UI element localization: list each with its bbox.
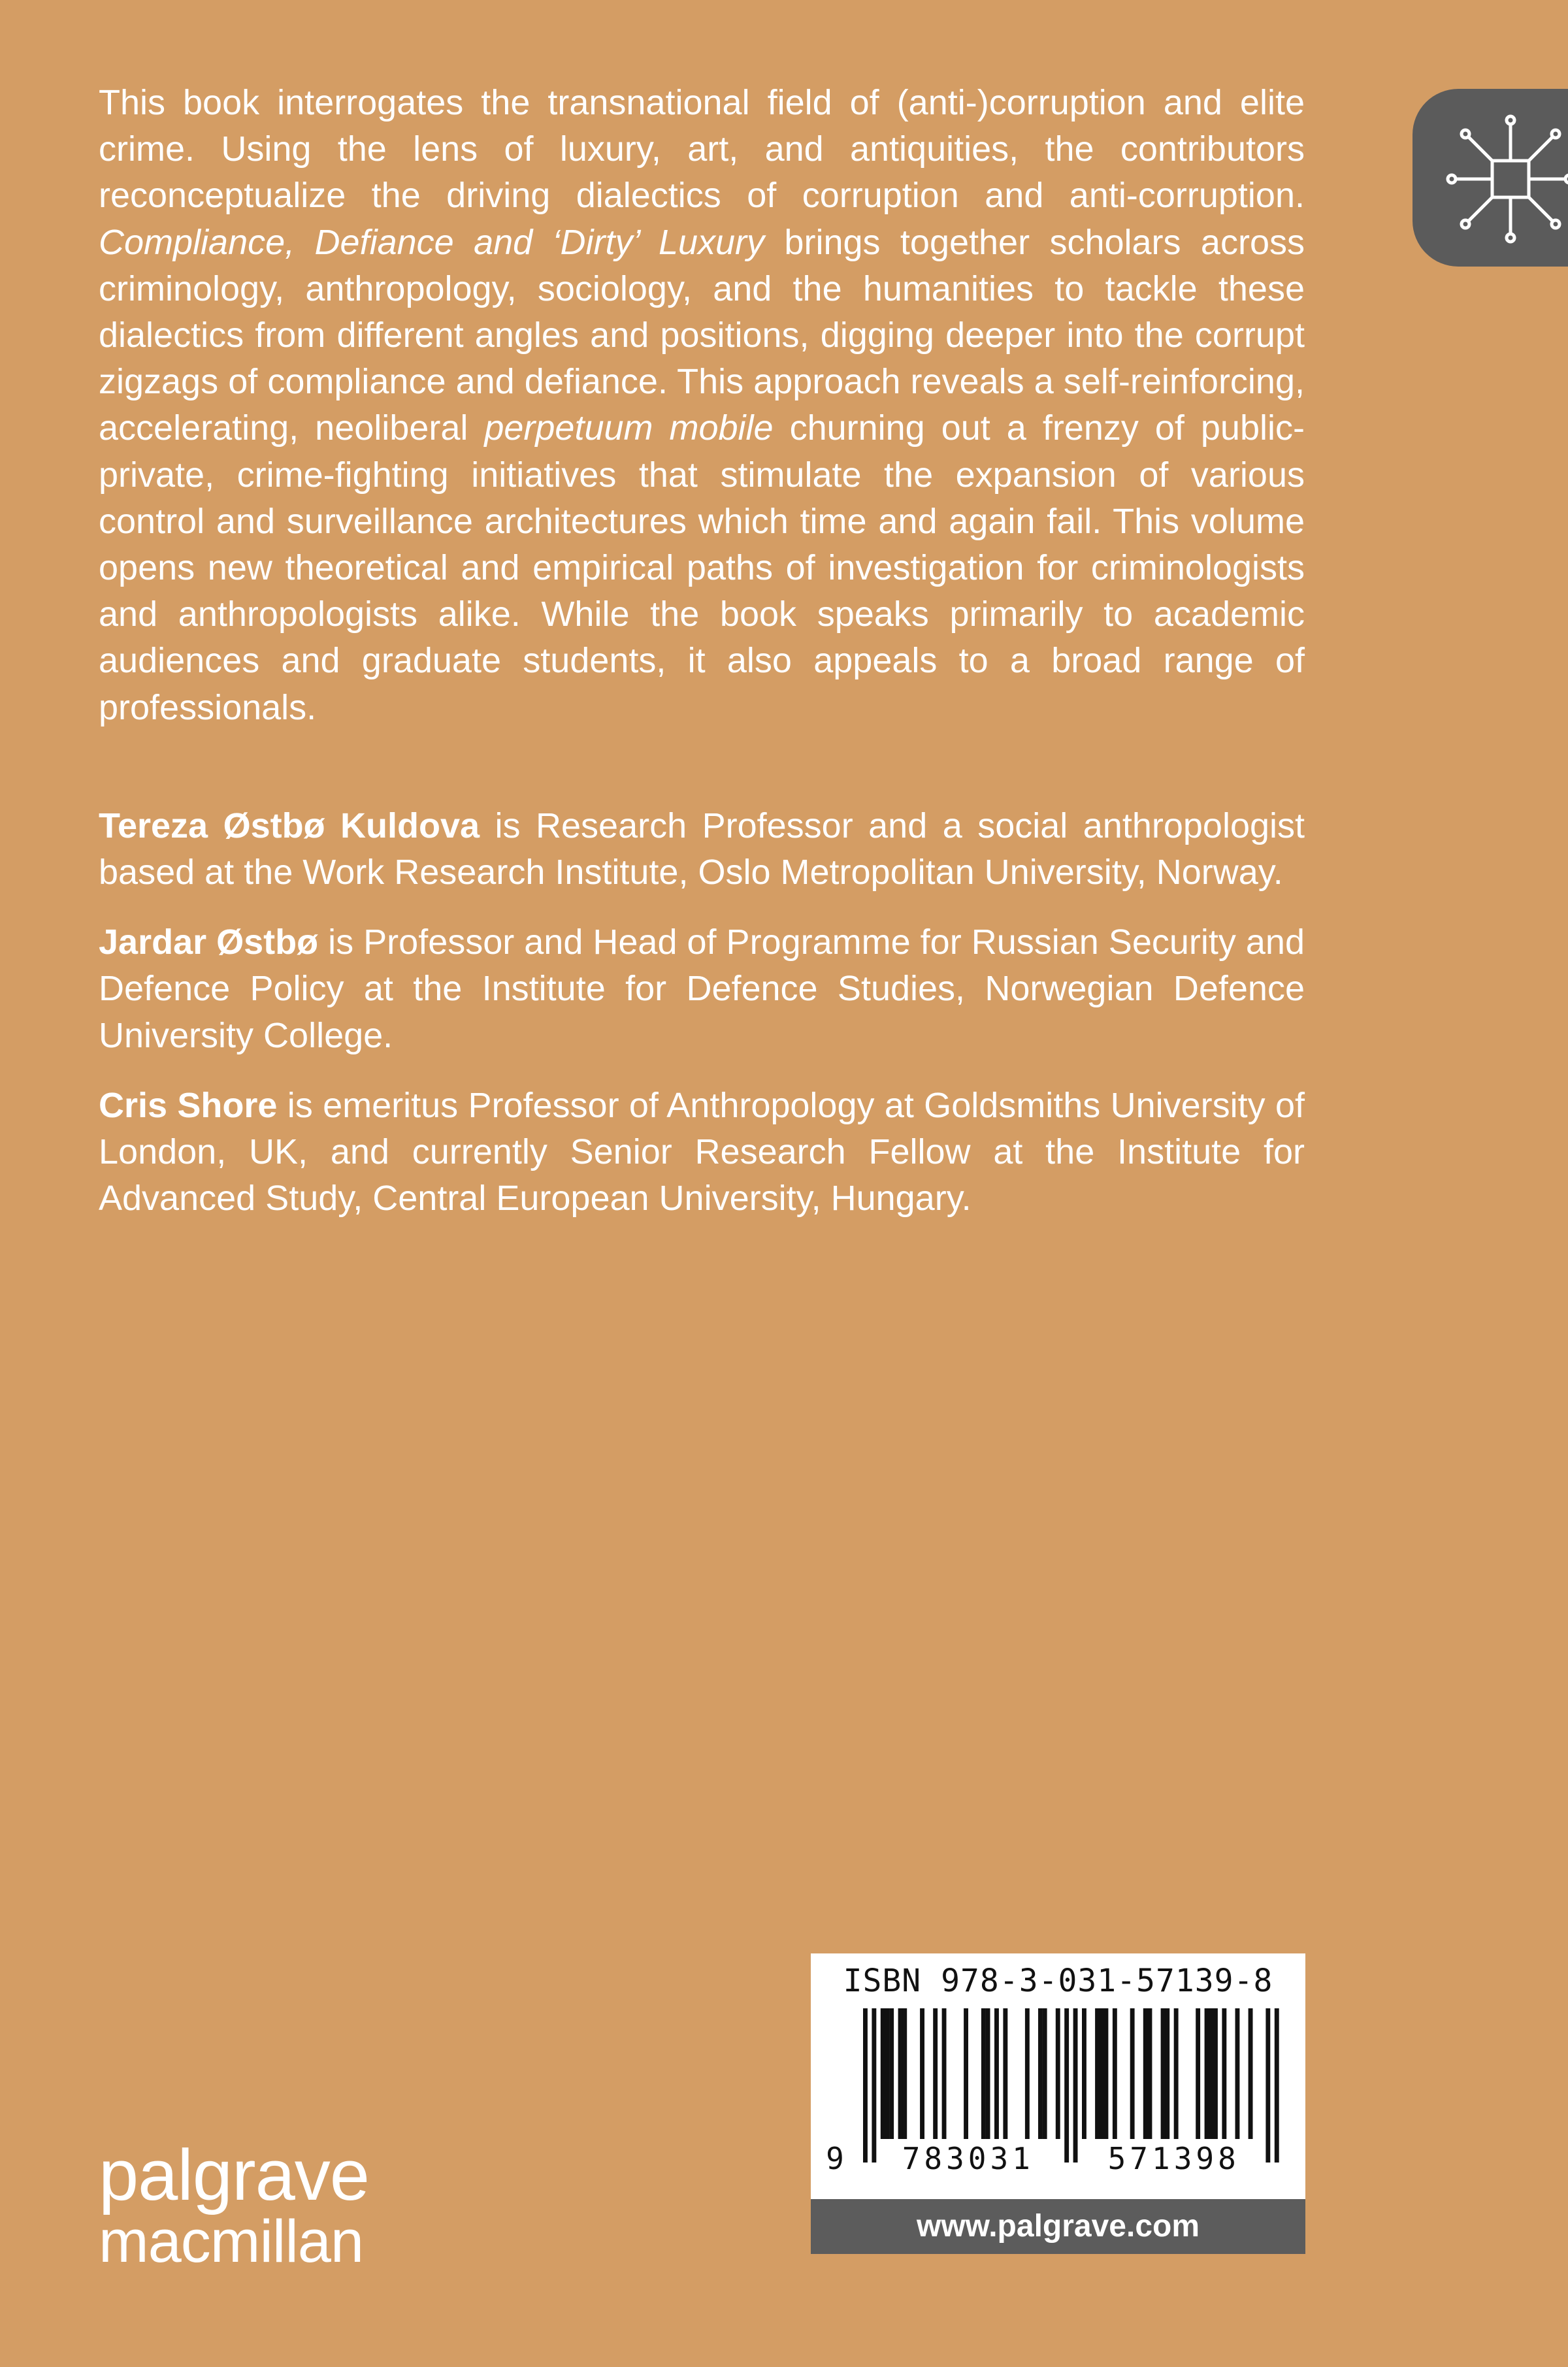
book-description [99, 80, 1305, 731]
barcode-bar [1174, 2008, 1179, 2139]
logo-line-palgrave: palgrave [99, 2135, 369, 2215]
author-bio-text-1: is Research Professor and a social anthropologist based at the Work Research Institute, Oslo Metropolitan University, Norway. [99, 806, 1305, 892]
description-part-3: churning out a frenzy of public-private, crime-fighting initiatives that stimulate the expansion of various control and surveillance architectures which time and again fail. This volume opens new theoretical and empirical paths of investigation for criminologists and anthropologists alike. While the book speaks primarily to academic audiences and graduate students, it also appeals to a broad range of professionals. [99, 408, 1305, 727]
barcode-bar [994, 2008, 999, 2139]
barcode-bar [1235, 2008, 1240, 2139]
barcode-bar [1073, 2008, 1078, 2163]
barcode-bar [872, 2008, 876, 2163]
barcode-bar [1038, 2008, 1043, 2139]
isbn-barcode [811, 1953, 1305, 2199]
barcode-bar [1095, 2008, 1100, 2139]
barcode-bar [1196, 2008, 1200, 2139]
book-title-italic: Compliance, Defiance and ‘Dirty’ Luxury [99, 222, 765, 262]
barcode-bar [981, 2008, 986, 2139]
barcode-digit-first: 9 [826, 2141, 848, 2176]
barcode-bar [1064, 2008, 1069, 2163]
author-name-2: Jardar Østbø [99, 922, 319, 962]
barcode-bar [933, 2008, 938, 2139]
description-part-2: brings together scholars across criminology, anthropology, sociology, and the humanities to tackle these dialectics from different angles and positions, digging deeper into the corrupt zigzags of compliance and defiance. This approach reveals a self-reinforcing, accelerating, neoliberal [99, 222, 1305, 448]
barcode-digits-group-2: 571398 [1107, 2141, 1240, 2176]
barcode-bar [1104, 2008, 1109, 2139]
barcode-bar [1165, 2008, 1169, 2139]
author-bio-text-2: is Professor and Head of Programme for Russian Security and Defence Policy at the Institute for Defence Studies, Norwegian Defence University College. [99, 922, 1305, 1055]
author-bio-2 [99, 919, 1305, 1059]
barcode-bar [1003, 2008, 1007, 2139]
publisher-url-bar[interactable] [811, 2199, 1305, 2254]
barcode-digits-group-1: 783031 [902, 2141, 1034, 2176]
author-name-1: Tereza Østbø Kuldova [99, 806, 480, 845]
barcode-bar [1266, 2008, 1270, 2163]
palgrave-emblem-icon [1445, 110, 1568, 247]
barcode-bar [1056, 2008, 1060, 2139]
barcode-bar [1143, 2008, 1148, 2139]
barcode-bar [1205, 2008, 1209, 2139]
barcode-bar [1213, 2008, 1218, 2139]
barcode-bar [863, 2008, 868, 2163]
perpetuum-mobile-italic: perpetuum mobile [484, 408, 774, 448]
author-bio-3 [99, 1083, 1305, 1222]
barcode-bar [1130, 2008, 1135, 2139]
isbn-label: ISBN 978-3-031-57139-8 [843, 1963, 1273, 1999]
barcode-bar [881, 2008, 885, 2139]
barcode-bar [1100, 2008, 1104, 2139]
barcode-bar [964, 2008, 968, 2139]
barcode-bar [1043, 2008, 1047, 2139]
author-bio-text-3: is emeritus Professor of Anthropology at Goldsmiths University of London, UK, and currently Senior Research Fellow at the Institute for Advanced Study, Central European University, Hungary. [99, 1085, 1305, 1218]
barcode-bar [986, 2008, 990, 2139]
barcode-bar [1113, 2008, 1117, 2139]
barcode-bar [1222, 2008, 1226, 2139]
barcode-bar [1025, 2008, 1030, 2139]
author-bio-1 [99, 803, 1305, 896]
barcode-bar [920, 2008, 924, 2139]
publisher-url[interactable]: www.palgrave.com [916, 2209, 1200, 2244]
barcode-bar [1148, 2008, 1152, 2139]
barcode-bar [889, 2008, 894, 2139]
barcode-bar [1275, 2008, 1279, 2163]
barcode-bars [811, 1953, 1305, 2199]
barcode-bar [1249, 2008, 1253, 2139]
publisher-emblem-tab [1413, 89, 1568, 267]
logo-line-macmillan: macmillan [99, 2208, 364, 2275]
author-name-3: Cris Shore [99, 1085, 278, 1125]
back-cover-text [99, 80, 1305, 1245]
barcode-bar [902, 2008, 907, 2139]
barcode-bar [942, 2008, 947, 2139]
barcode-bar [1209, 2008, 1213, 2139]
barcode-bar [1161, 2008, 1166, 2139]
palgrave-macmillan-logo [99, 2135, 369, 2275]
barcode-bar [898, 2008, 903, 2139]
barcode-bar [1082, 2008, 1086, 2139]
description-part-1: This book interrogates the transnational field of (anti-)corruption and elite crime. Using the lens of luxury, art, and antiquities, the contributors reconceptualize the driving dialectics of corruption and anti-corruption. [99, 83, 1305, 216]
barcode-bar [885, 2008, 890, 2139]
